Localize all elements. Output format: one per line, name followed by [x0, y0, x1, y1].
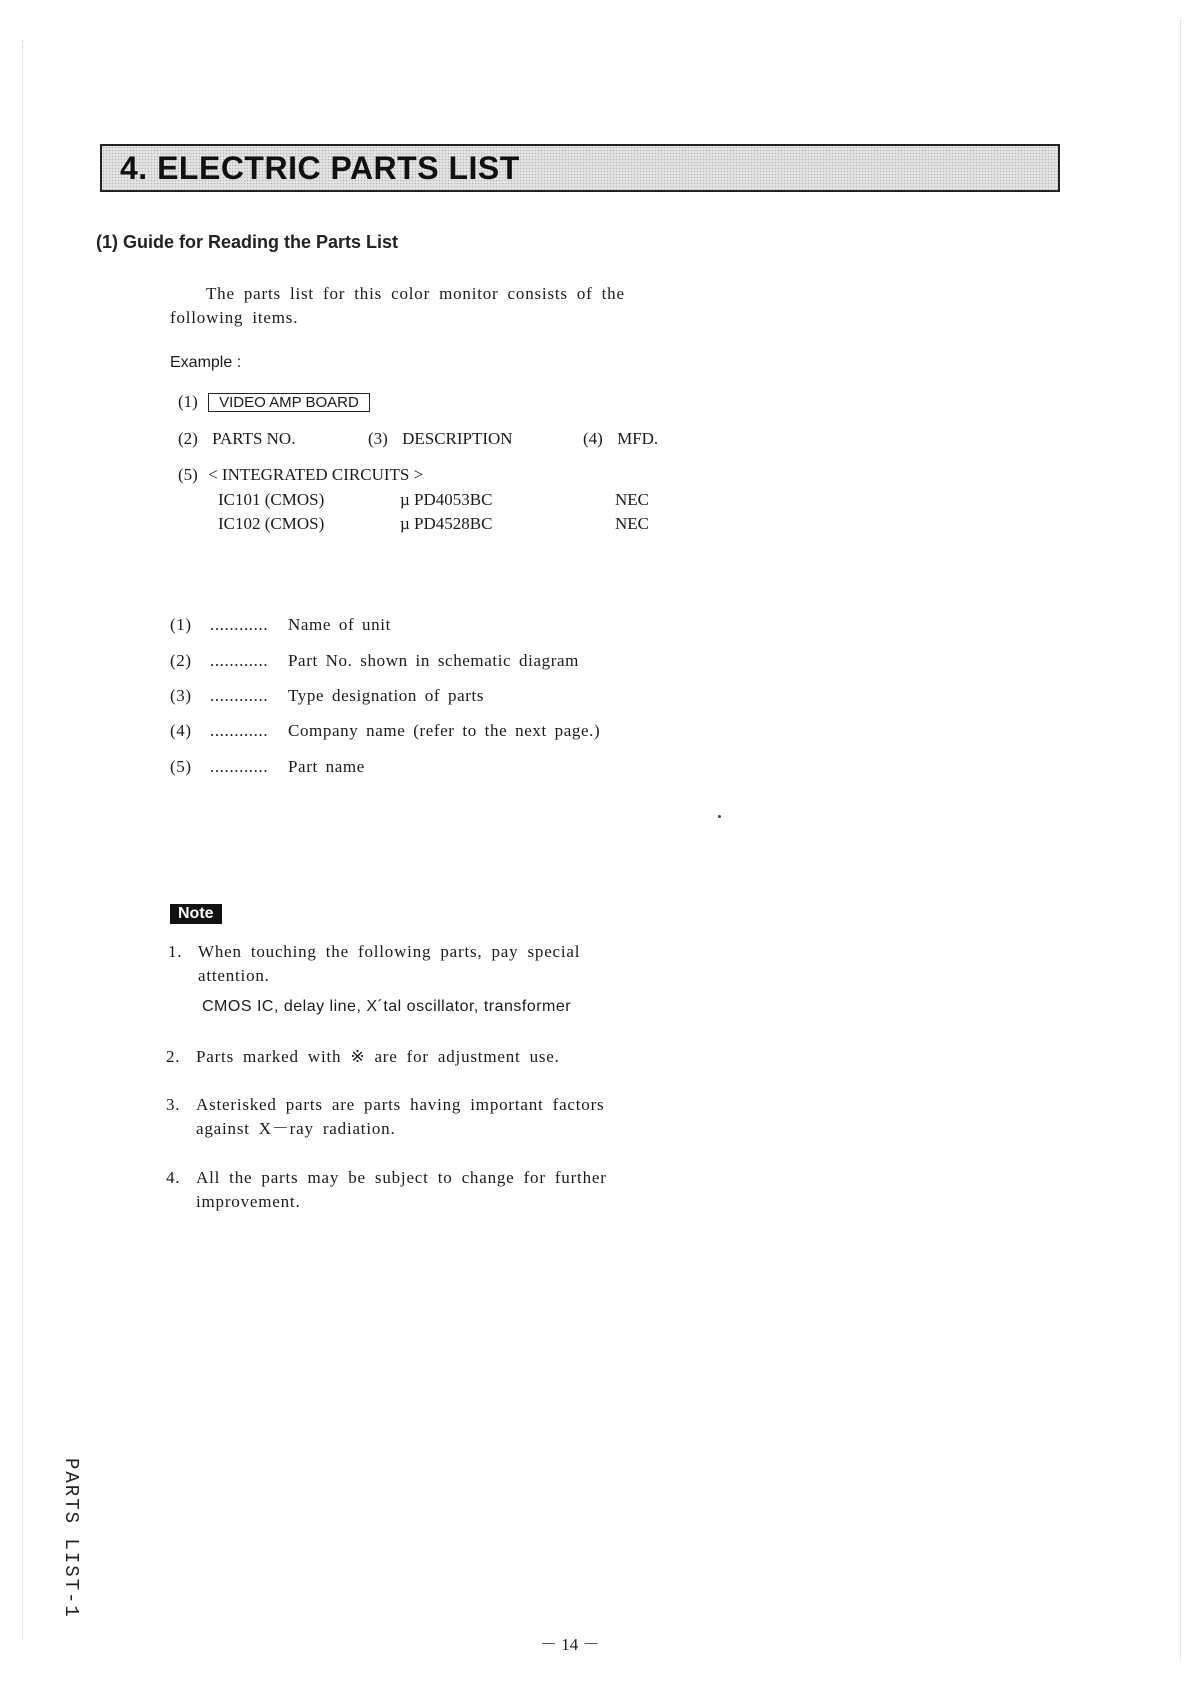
example-row-mfd: NEC	[615, 490, 649, 509]
legend-item	[170, 651, 579, 671]
col-parts-number: (2)	[178, 429, 198, 448]
legend-key: (3)	[170, 686, 192, 705]
example-unit-name-box: VIDEO AMP BOARD	[208, 393, 370, 412]
col-mfd-number: (4)	[583, 429, 603, 448]
subsection-heading: (1) Guide for Reading the Parts List	[96, 232, 399, 252]
legend-text: Company name (refer to the next page.)	[288, 721, 601, 740]
note-detail: CMOS IC, delay line, X´tal oscillator, transformer	[202, 998, 572, 1015]
legend-dots: ............	[210, 615, 269, 634]
note-number: 2.	[166, 1047, 181, 1066]
example-row	[218, 514, 324, 534]
note-number: 4.	[166, 1168, 181, 1187]
example-row	[615, 514, 649, 534]
legend-dots: ............	[210, 651, 269, 670]
legend-item	[170, 757, 365, 777]
scan-artifact-line	[1180, 20, 1181, 1660]
legend-text: Name of unit	[288, 615, 391, 634]
note-item	[166, 1166, 636, 1214]
example-row-part: IC101 (CMOS)	[218, 490, 325, 509]
intro-paragraph: The parts list for this color monitor consists of the following items.	[170, 284, 625, 327]
legend-key: (2)	[170, 651, 192, 670]
legend-item	[170, 721, 600, 741]
page-number: － 14 －	[540, 1635, 600, 1654]
section-title: 4. ELECTRIC PARTS LIST	[120, 150, 520, 186]
example-row	[400, 490, 492, 510]
note-item	[166, 1045, 636, 1069]
legend-key: (5)	[170, 757, 192, 776]
legend-key: (4)	[170, 721, 192, 740]
note-text: Parts marked with ※ are for adjustment use.	[196, 1047, 560, 1066]
example-row-mfd: NEC	[615, 514, 649, 533]
side-tab-label: PARTS LIST-1	[60, 1458, 82, 1619]
legend-dots: ............	[210, 721, 269, 740]
example-row-part: IC102 (CMOS)	[218, 514, 325, 533]
legend-dots: ............	[210, 686, 269, 705]
note-number: 1.	[168, 942, 183, 961]
col-mfd-label: MFD.	[617, 429, 659, 448]
example-row	[400, 514, 492, 534]
note-badge: Note	[170, 904, 222, 924]
example-row-desc: µ PD4053BC	[400, 490, 493, 509]
scan-artifact-line	[22, 40, 23, 1640]
example-column-headings	[368, 429, 513, 449]
example-unit-line	[178, 392, 370, 412]
example-row	[615, 490, 649, 510]
note-text: Asterisked parts are parts having important factors against X－ray radiation.	[196, 1095, 605, 1138]
note-number: 3.	[166, 1095, 181, 1114]
example-column-headings	[583, 429, 658, 449]
legend-key: (1)	[170, 615, 192, 634]
note-item	[166, 1093, 636, 1141]
scan-artifact-dot	[718, 815, 721, 818]
example-unit-number: (1)	[178, 392, 198, 411]
legend-item	[170, 615, 391, 635]
category-label: < INTEGRATED CIRCUITS >	[208, 465, 424, 484]
legend-dots: ............	[210, 757, 269, 776]
category-number: (5)	[178, 465, 198, 484]
note-text: All the parts may be subject to change for further improvement.	[196, 1168, 607, 1211]
col-desc-label: DESCRIPTION	[402, 429, 513, 448]
example-row-desc: µ PD4528BC	[400, 514, 493, 533]
legend-text: Part No. shown in schematic diagram	[288, 651, 579, 670]
example-column-headings	[178, 429, 295, 449]
note-text: When touching the following parts, pay special attention.	[198, 942, 581, 985]
col-parts-label: PARTS NO.	[212, 429, 296, 448]
legend-item	[170, 686, 484, 706]
legend-text: Type designation of parts	[288, 686, 485, 705]
example-row	[218, 490, 324, 510]
section-header-bar	[100, 144, 1060, 192]
example-category-line	[178, 465, 423, 485]
legend-text: Part name	[288, 757, 365, 776]
note-item	[168, 940, 638, 988]
col-desc-number: (3)	[368, 429, 388, 448]
example-label: Example :	[170, 354, 242, 371]
